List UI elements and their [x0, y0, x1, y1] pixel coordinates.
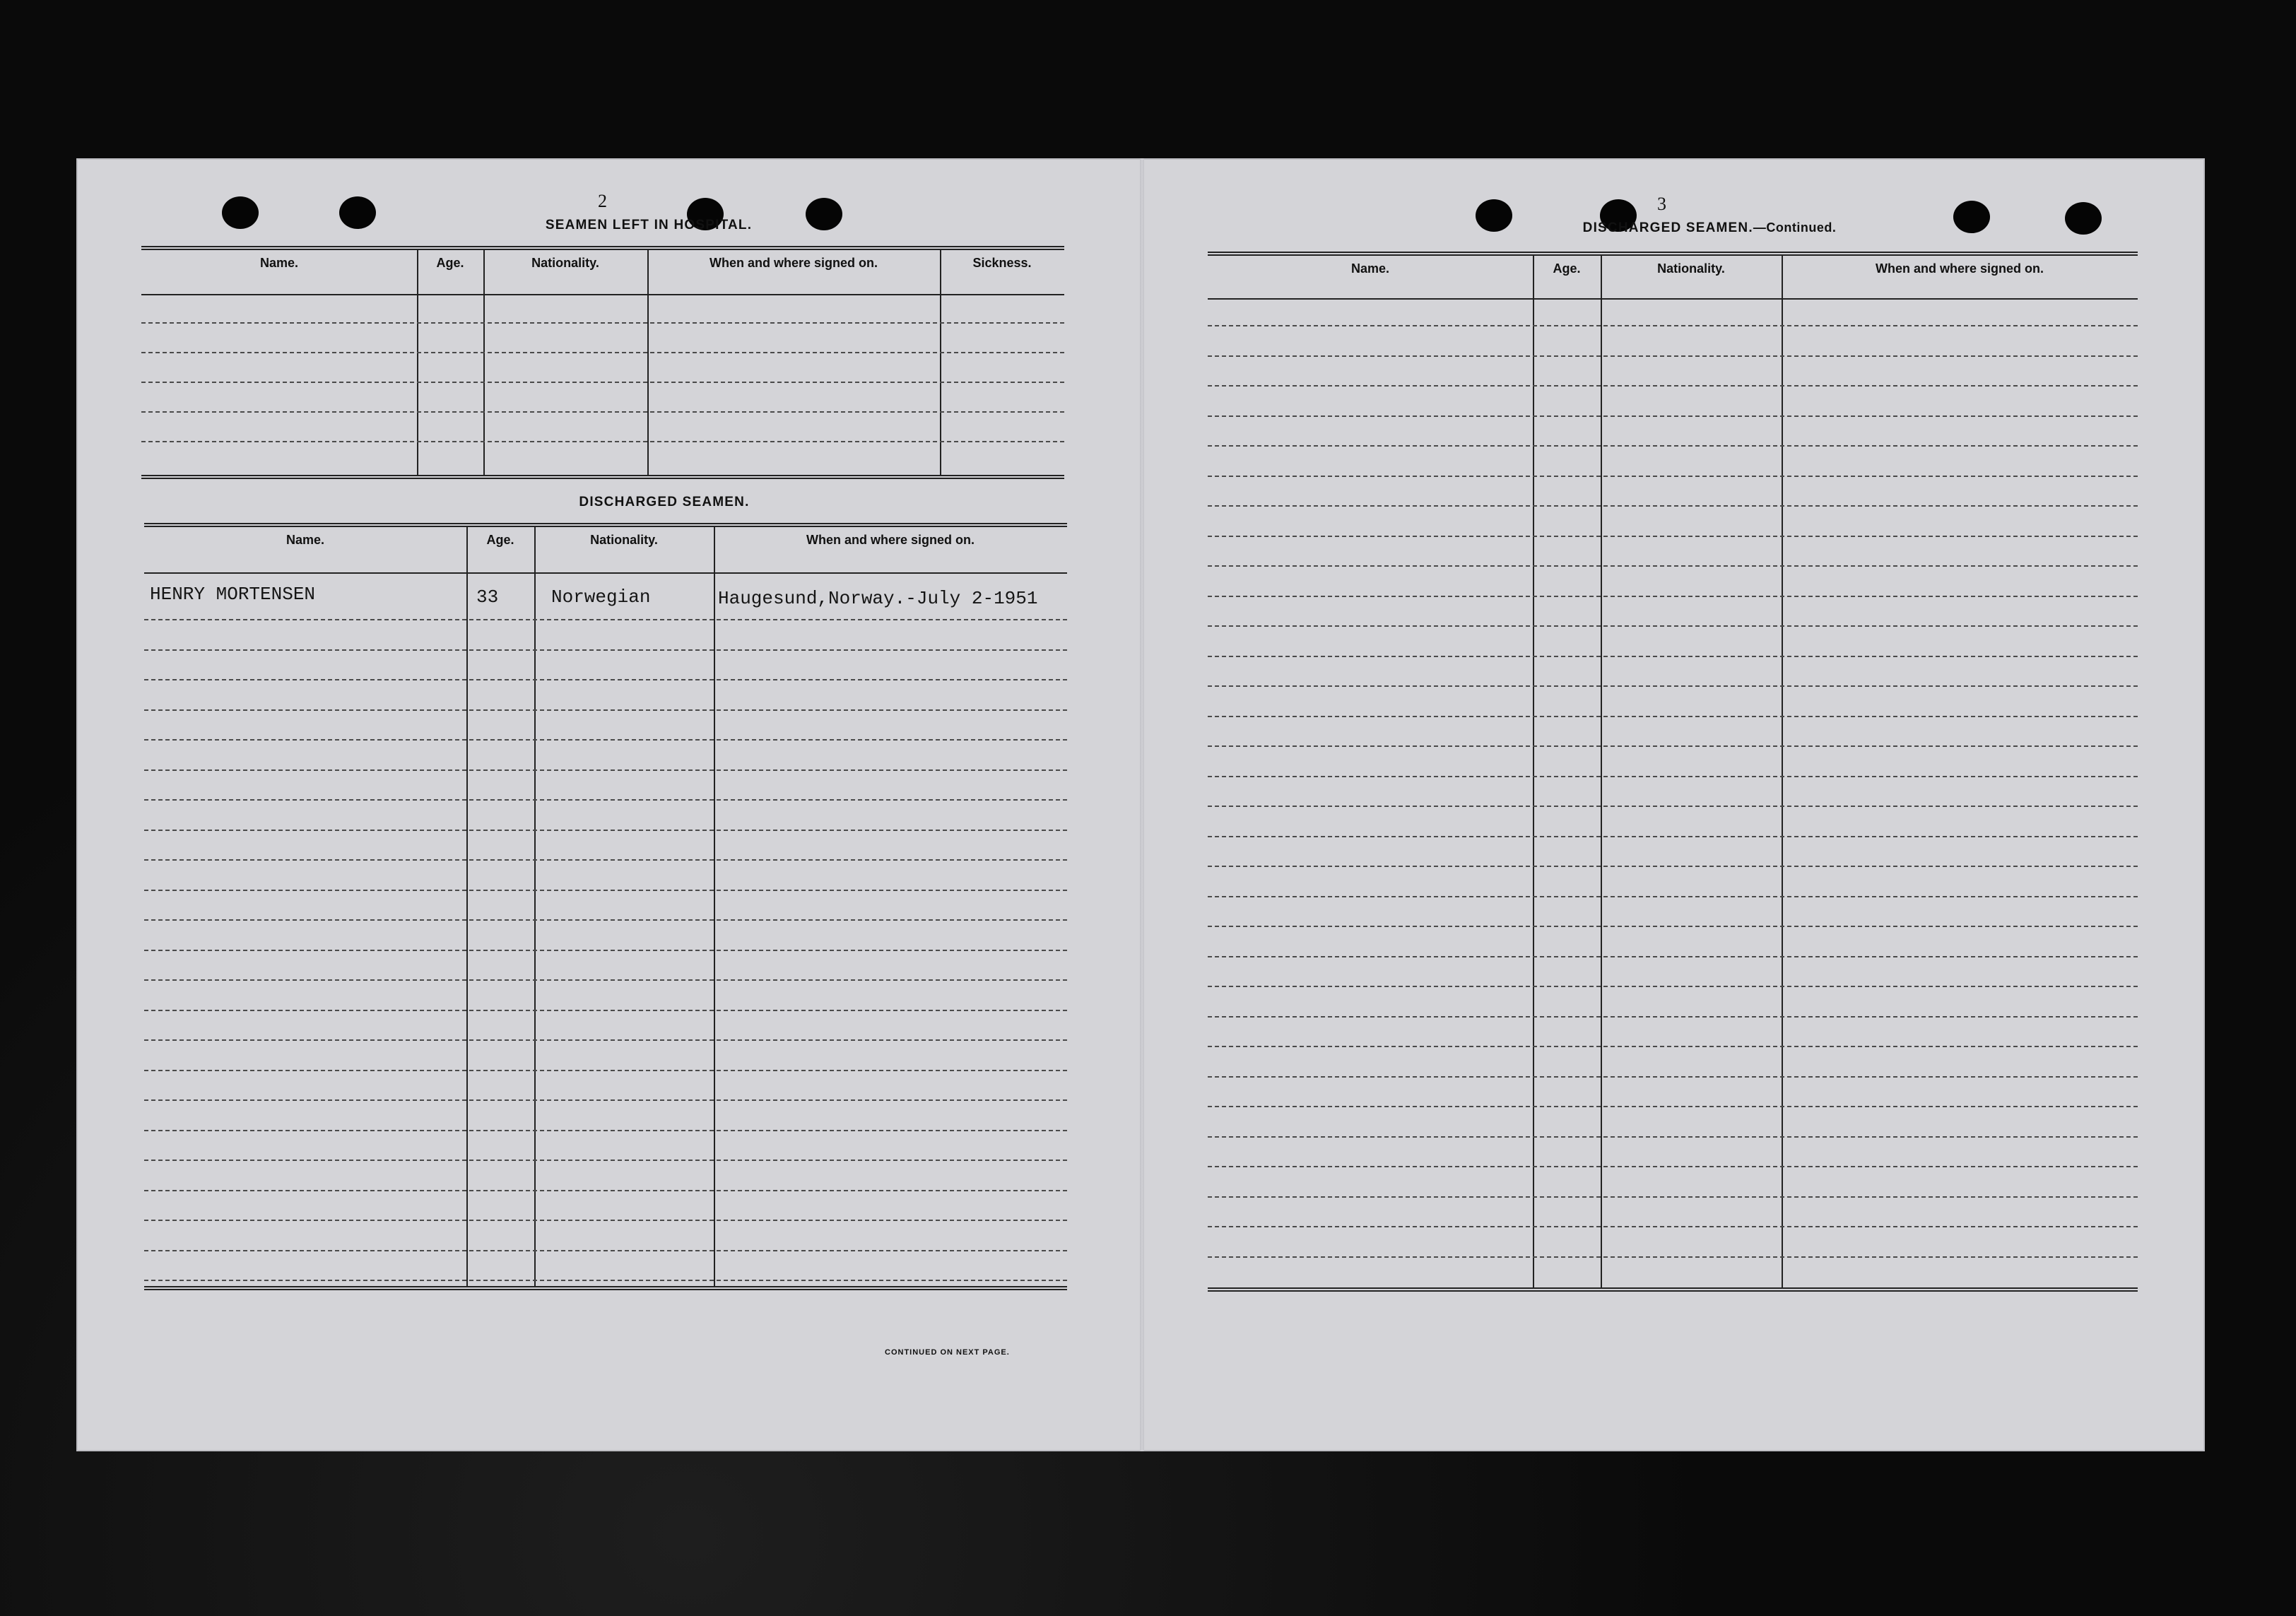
- column-header-nationality: Nationality.: [590, 533, 658, 547]
- column-divider: [647, 250, 649, 476]
- entry-line: [1208, 536, 2138, 537]
- entry-line: [144, 830, 1067, 831]
- entry-line: [141, 322, 1064, 324]
- entry-line: [144, 950, 1067, 951]
- entry-line: [1208, 625, 2138, 627]
- entry-line: [1208, 1016, 2138, 1018]
- column-header-name: Name.: [1350, 261, 1390, 276]
- entry-line: [1208, 836, 2138, 837]
- table-bottom-rule: [144, 1286, 1067, 1290]
- column-divider: [466, 527, 468, 1287]
- column-header-signed-on: When and where signed on.: [1875, 261, 2044, 276]
- header-rule: [144, 572, 1067, 574]
- entry-line: [1208, 745, 2138, 747]
- entry-line: [1208, 445, 2138, 447]
- column-divider: [714, 527, 715, 1287]
- entry-line: [144, 1099, 1067, 1101]
- entry-line: [1208, 956, 2138, 957]
- entry-line: [144, 1190, 1067, 1191]
- entry-line: [1208, 1076, 2138, 1078]
- entry-line: [144, 919, 1067, 921]
- table-top-rule: [1208, 252, 2138, 256]
- column-divider: [534, 527, 536, 1287]
- entry-line: [144, 619, 1067, 620]
- entry-line: [141, 441, 1064, 442]
- entry-line: [144, 739, 1067, 741]
- entry-line: [1208, 505, 2138, 507]
- entry-line: [144, 709, 1067, 711]
- column-divider: [1601, 256, 1602, 1289]
- entry-line: [1208, 806, 2138, 807]
- column-divider: [417, 250, 418, 476]
- entry-line: [144, 1130, 1067, 1131]
- entry-line: [1208, 1046, 2138, 1047]
- left-page: [76, 158, 1140, 1451]
- entry-line: [144, 1160, 1067, 1161]
- entry-line: [1208, 776, 2138, 777]
- entry-line: [1208, 926, 2138, 927]
- entry-line: [1208, 896, 2138, 897]
- entry-line: [144, 979, 1067, 981]
- entry-line: [144, 1010, 1067, 1011]
- table-bottom-rule: [1208, 1287, 2138, 1292]
- entry-line: [144, 1280, 1067, 1281]
- column-header-nationality: Nationality.: [531, 256, 599, 270]
- entry-line: [1208, 1256, 2138, 1258]
- hospital-section-title: SEAMEN LEFT IN HOSPITAL.: [545, 218, 753, 232]
- entry-line: [144, 859, 1067, 861]
- entry-line: [144, 769, 1067, 771]
- hospital-table: [141, 246, 1064, 480]
- seaman-age: 33: [476, 586, 499, 608]
- header-rule: [141, 294, 1064, 295]
- column-divider: [1533, 256, 1534, 1289]
- seaman-nationality: Norwegian: [551, 586, 651, 608]
- entry-line: [144, 679, 1067, 680]
- page-number: 3: [1657, 194, 1666, 214]
- seaman-signed-on: Haugesund,Norway.-July 2-1951: [718, 588, 1038, 609]
- entry-line: [1208, 596, 2138, 597]
- entry-line: [1208, 1136, 2138, 1138]
- document-sheet: [76, 158, 2205, 1451]
- entry-line: [1208, 656, 2138, 657]
- entry-line: [141, 352, 1064, 353]
- discharged-continued-table: [1208, 252, 2138, 1293]
- page-number: 2: [598, 191, 607, 211]
- entry-line: [1208, 685, 2138, 687]
- discharged-continued-title: [1512, 220, 1907, 236]
- column-header-age: Age.: [436, 256, 464, 270]
- entry-line: [144, 1250, 1067, 1251]
- table-bottom-rule: [141, 475, 1064, 479]
- column-divider: [940, 250, 941, 476]
- entry-line: [144, 890, 1067, 891]
- entry-line: [1208, 325, 2138, 326]
- entry-line: [1208, 866, 2138, 867]
- entry-line: [144, 649, 1067, 651]
- title-main: DISCHARGED SEAMEN.: [1582, 220, 1753, 235]
- entry-line: [1208, 1196, 2138, 1198]
- column-divider: [483, 250, 485, 476]
- continued-note: CONTINUED ON NEXT PAGE.: [885, 1348, 1010, 1357]
- entry-line: [144, 1220, 1067, 1221]
- entry-line: [1208, 476, 2138, 477]
- entry-line: [1208, 1106, 2138, 1107]
- entry-line: [1208, 565, 2138, 567]
- column-header-signed-on: When and where signed on.: [709, 256, 878, 270]
- entry-line: [1208, 986, 2138, 987]
- entry-line: [141, 411, 1064, 413]
- entry-line: [144, 799, 1067, 801]
- header-rule: [1208, 298, 2138, 300]
- column-header-name: Name.: [259, 256, 299, 270]
- entry-line: [141, 382, 1064, 383]
- column-header-sickness: Sickness.: [972, 256, 1032, 270]
- table-top-rule: [141, 246, 1064, 250]
- right-page: [1144, 158, 2205, 1451]
- entry-line: [144, 1070, 1067, 1071]
- table-top-rule: [144, 523, 1067, 527]
- column-divider: [1782, 256, 1783, 1289]
- column-header-age: Age.: [486, 533, 514, 547]
- discharged-table: [144, 523, 1067, 1292]
- entry-line: [1208, 415, 2138, 417]
- column-header-signed-on: When and where signed on.: [806, 533, 975, 547]
- entry-line: [1208, 716, 2138, 717]
- entry-line: [1208, 385, 2138, 387]
- column-header-name: Name.: [285, 533, 325, 547]
- column-header-nationality: Nationality.: [1657, 261, 1725, 276]
- seaman-name: HENRY MORTENSEN: [150, 584, 316, 605]
- entry-line: [1208, 355, 2138, 357]
- column-header-age: Age.: [1553, 261, 1581, 276]
- entry-line: [1208, 1166, 2138, 1167]
- discharged-section-title: DISCHARGED SEAMEN.: [579, 495, 750, 509]
- title-continued: —Continued.: [1753, 220, 1837, 235]
- entry-line: [1208, 1226, 2138, 1227]
- entry-line: [144, 1039, 1067, 1041]
